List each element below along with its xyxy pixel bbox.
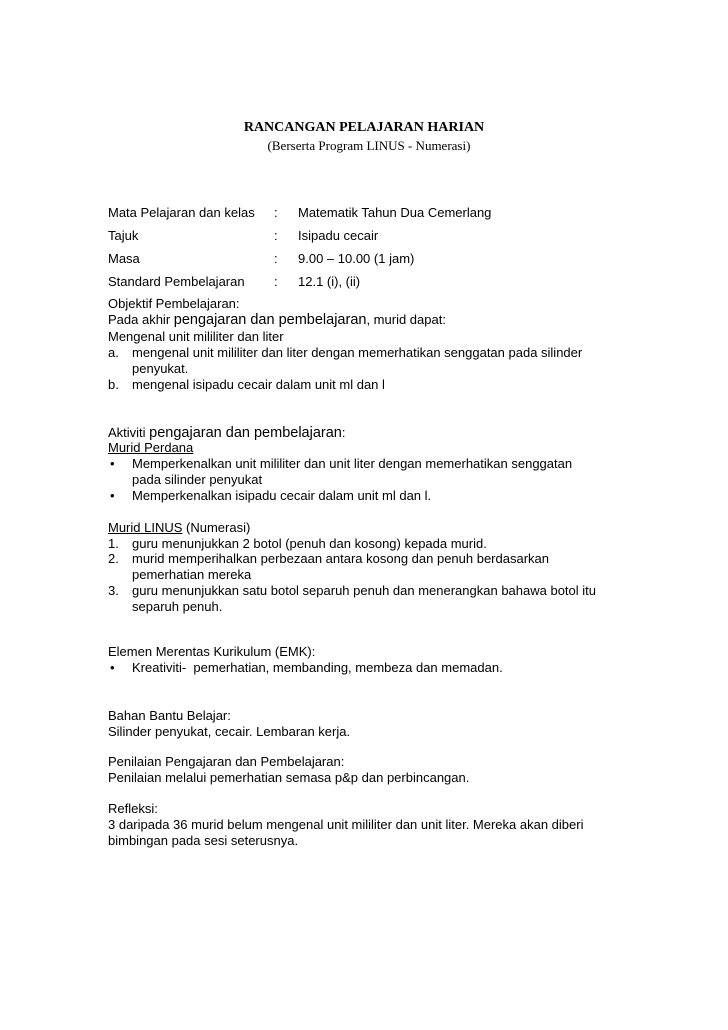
info-separator: : <box>274 251 278 266</box>
linus-heading <box>108 520 250 536</box>
list-marker: 2. <box>108 551 119 566</box>
bahan-heading: Bahan Bantu Belajar: <box>108 708 231 723</box>
refleksi-line1: 3 daripada 36 murid belum mengenal unit mililiter dan unit liter. Mereka akan diberi <box>108 817 584 832</box>
objektif-intro-b: pengajaran dan pembelajaran <box>173 312 367 328</box>
emk-heading: Elemen Merentas Kurikulum (EMK): <box>108 644 316 659</box>
list-item: Memperkenalkan isipadu cecair dalam unit ml dan l. <box>132 488 432 503</box>
objektif-line2: Mengenal unit mililiter dan liter <box>108 329 284 344</box>
aktiviti-heading-c: : <box>341 425 346 440</box>
list-marker: 1. <box>108 536 119 551</box>
objektif-heading: Objektif Pembelajaran: <box>108 296 240 311</box>
penilaian-heading: Penilaian Pengajaran dan Pembelajaran: <box>108 754 345 769</box>
aktiviti-heading-b: pengajaran dan pembelajaran <box>149 425 342 441</box>
document-subtitle: (Berserta Program LINUS - Numerasi) <box>267 138 471 153</box>
list-item-cont: pemerhatian mereka <box>132 567 252 582</box>
info-separator: : <box>274 228 278 243</box>
refleksi-heading: Refleksi: <box>108 801 158 816</box>
list-item: guru menunjukkan 2 botol (penuh dan kosong) kepada murid. <box>132 536 487 551</box>
list-item: mengenal unit mililiter dan liter dengan memerhatikan senggatan pada silinder <box>132 345 583 360</box>
bullet-icon: • <box>110 660 115 675</box>
list-marker: 3. <box>108 583 119 598</box>
list-item-cont: pada silinder penyukat <box>132 472 263 487</box>
list-item: murid memperihalkan perbezaan antara kosong dan penuh berdasarkan <box>132 551 549 566</box>
aktiviti-heading <box>108 425 345 441</box>
info-value-time: 9.00 – 10.00 (1 jam) <box>298 251 415 266</box>
list-item: Kreativiti- pemerhatian, membanding, membeza dan memadan. <box>132 660 503 675</box>
info-label-subject: Mata Pelajaran dan kelas <box>108 205 255 220</box>
penilaian-text: Penilaian melalui pemerhatian semasa p&p dan perbincangan. <box>108 770 470 785</box>
objektif-intro-c: , murid dapat: <box>366 312 446 327</box>
linus-label-suffix: (Numerasi) <box>182 520 251 535</box>
list-item-cont: penyukat. <box>132 361 189 376</box>
list-item: guru menunjukkan satu botol separuh penuh dan menerangkan bahawa botol itu <box>132 583 597 598</box>
info-value-topic: Isipadu cecair <box>298 228 379 243</box>
info-value-standard: 12.1 (i), (ii) <box>298 274 361 289</box>
list-marker: a. <box>108 345 119 360</box>
list-item-cont: separuh penuh. <box>132 599 223 614</box>
perdana-label: Murid Perdana <box>108 440 194 455</box>
bahan-text: Silinder penyukat, cecair. Lembaran kerja. <box>108 724 351 739</box>
refleksi-line2: bimbingan pada sesi seterusnya. <box>108 833 299 848</box>
document-title: RANCANGAN PELAJARAN HARIAN <box>243 120 485 135</box>
info-label-topic: Tajuk <box>108 228 139 243</box>
linus-label: Murid LINUS <box>108 520 183 535</box>
aktiviti-heading-a: Aktiviti <box>108 425 150 440</box>
info-value-subject: Matematik Tahun Dua Cemerlang <box>298 205 492 220</box>
bullet-icon: • <box>110 456 115 471</box>
info-label-standard: Standard Pembelajaran <box>108 274 245 289</box>
bullet-icon: • <box>110 488 115 503</box>
objektif-intro-a: Pada akhir <box>108 312 174 327</box>
list-item: Memperkenalkan unit mililiter dan unit liter dengan memerhatikan senggatan <box>132 456 573 471</box>
list-marker: b. <box>108 377 119 392</box>
info-separator: : <box>274 274 278 289</box>
objektif-intro <box>108 312 446 328</box>
info-separator: : <box>274 205 278 220</box>
info-label-time: Masa <box>108 251 140 266</box>
list-item: mengenal isipadu cecair dalam unit ml dan l <box>132 377 385 392</box>
